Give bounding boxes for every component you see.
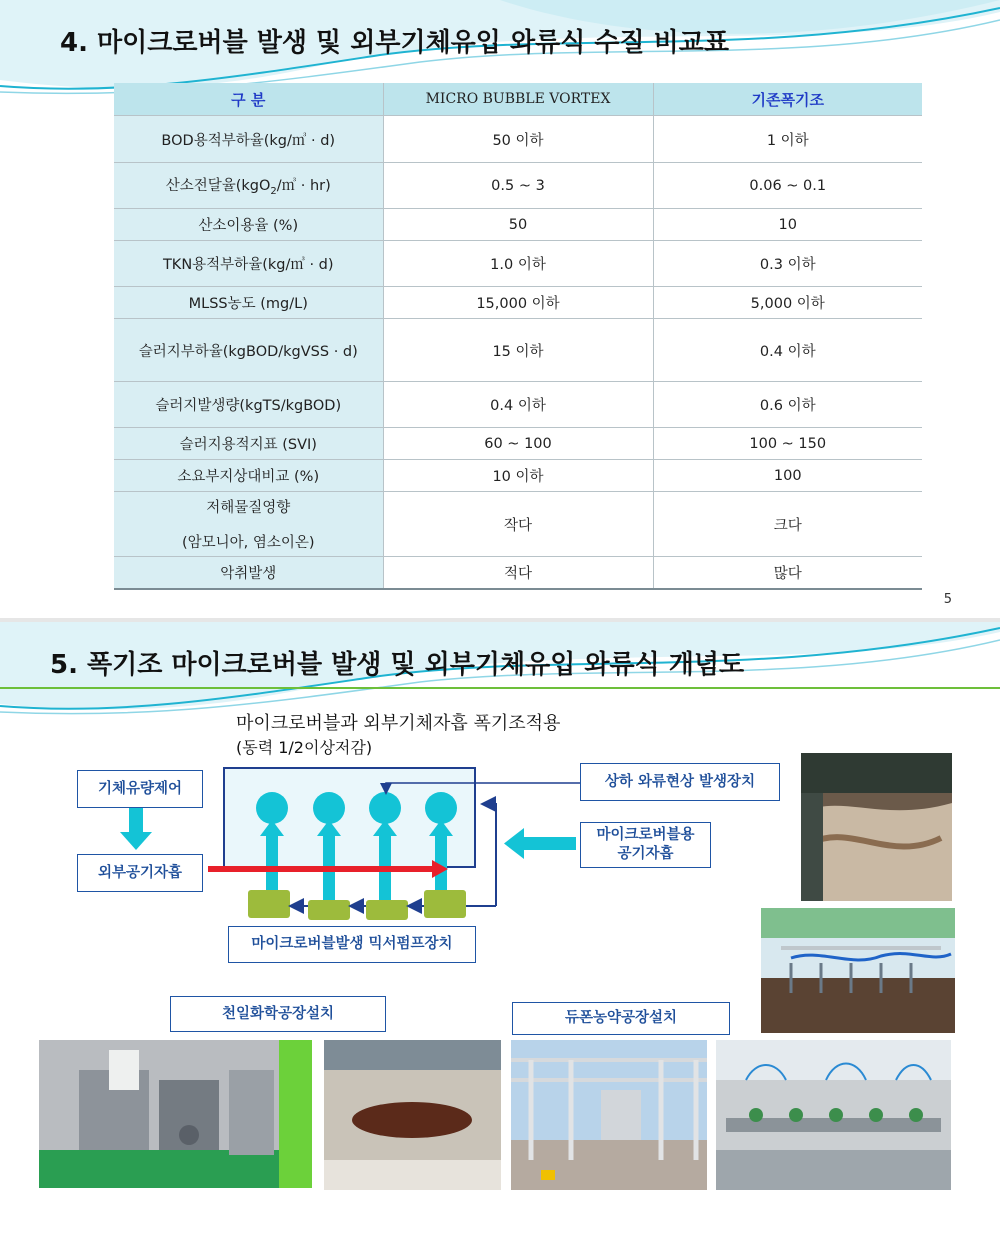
- row-item: 슬러지용적지표 (SVI): [114, 428, 383, 460]
- row-micro-value: 15,000 이하: [383, 287, 653, 319]
- bubble: [369, 792, 401, 824]
- row-existing-value: 100: [653, 460, 922, 492]
- diagram-subtitle: (동력 1/2이상저감): [236, 738, 373, 757]
- row-existing-value: 5,000 이하: [653, 287, 922, 319]
- row-micro-value: 50: [383, 209, 653, 241]
- row-existing-value: 1 이하: [653, 116, 922, 163]
- site-caption-chunil: 천일화학공장설치: [170, 996, 386, 1032]
- row-existing-value: 0.06 ~ 0.1: [653, 163, 922, 209]
- row-item: 산소이용율 (%): [114, 209, 383, 241]
- bubble: [425, 792, 457, 824]
- table-row: [114, 116, 922, 163]
- row-item-subscript: 2: [270, 185, 277, 197]
- diagram-title: 마이크로버블과 외부기체자흡 폭기조적용: [236, 713, 561, 734]
- table-header-row: [114, 83, 922, 116]
- row-item: [114, 492, 383, 557]
- header-existing-aeration: 기존폭기조: [653, 83, 922, 116]
- row-micro-value: 0.5 ~ 3: [383, 163, 653, 209]
- comparison-table: [114, 83, 922, 590]
- recirculation-line: [484, 804, 496, 906]
- table-row: [114, 209, 922, 241]
- slide-concept-diagram: [0, 622, 1000, 1240]
- row-item: MLSS농도 (mg/L): [114, 287, 383, 319]
- row-item: 소요부지상대비교 (%): [114, 460, 383, 492]
- row-micro-value: 60 ~ 100: [383, 428, 653, 460]
- row-micro-value: 적다: [383, 557, 653, 589]
- table-row: [114, 492, 922, 557]
- row-item: [114, 163, 383, 209]
- row-existing-value: 100 ~ 150: [653, 428, 922, 460]
- mixer-pump: [424, 890, 466, 918]
- header-category: 구 분: [114, 83, 383, 116]
- vortex-device-box: 상하 와류현상 발생장치: [580, 763, 780, 801]
- table-row: [114, 557, 922, 589]
- mixer-pump: [366, 900, 408, 920]
- row-micro-value: 1.0 이하: [383, 241, 653, 287]
- arrow-down-icon: [120, 808, 152, 850]
- row-item: 슬러지발생량(kgTS/kgBOD): [114, 382, 383, 428]
- table-row: [114, 241, 922, 287]
- photo-dupont-valves: [716, 1040, 951, 1190]
- row-micro-value: 작다: [383, 492, 653, 557]
- row-existing-value: 많다: [653, 557, 922, 589]
- table-row: [114, 287, 922, 319]
- bubble: [256, 792, 288, 824]
- bubble: [313, 792, 345, 824]
- row-existing-value: 0.6 이하: [653, 382, 922, 428]
- table-row: [114, 319, 922, 382]
- micro-bubble-air-line1: 마이크로버블용: [596, 827, 695, 843]
- photo-dupont-structure: [511, 1040, 707, 1190]
- table-row: [114, 428, 922, 460]
- table-row: [114, 163, 922, 209]
- page-title: 4. 마이크로버블 발생 및 외부기체유입 와류식 수질 비교표: [60, 28, 729, 58]
- table-row: [114, 460, 922, 492]
- arrow-left-icon: [504, 828, 576, 859]
- row-item: TKN용적부하율(kg/㎥ · d): [114, 241, 383, 287]
- row-micro-value: 10 이하: [383, 460, 653, 492]
- row-micro-value: 15 이하: [383, 319, 653, 382]
- mixer-pump: [308, 900, 350, 920]
- micro-bubble-air-box: [580, 822, 711, 868]
- row-item-main: 산소전달율(kgO: [165, 178, 271, 195]
- row-item-tail: /㎥ · hr): [276, 178, 331, 195]
- page-title: 5. 폭기조 마이크로버블 발생 및 외부기체유입 와류식 개념도: [50, 650, 745, 680]
- photo-aeration-tank-foam: [801, 753, 952, 901]
- photo-pipework-tank: [761, 908, 955, 1033]
- page-number: 5: [943, 592, 952, 607]
- slide-comparison-table: [0, 0, 1000, 618]
- row-micro-value: 50 이하: [383, 116, 653, 163]
- row-item-line1: 저해물질영향: [206, 500, 291, 516]
- row-existing-value: 0.4 이하: [653, 319, 922, 382]
- table-row: [114, 382, 922, 428]
- row-micro-value: 0.4 이하: [383, 382, 653, 428]
- micro-bubble-air-line2: 공기자흡: [617, 846, 674, 862]
- row-item: BOD용적부하율(kg/㎥ · d): [114, 116, 383, 163]
- external-air-suction-box: 외부공기자흡: [77, 854, 203, 892]
- photo-chunil-tank: [324, 1040, 501, 1190]
- gas-flow-control-box: 기체유량제어: [77, 770, 203, 808]
- row-existing-value: 10: [653, 209, 922, 241]
- mixer-pump-box: 마이크로버블발생 믹서펌프장치: [228, 926, 476, 963]
- header-micro-bubble-vortex: MICRO BUBBLE VORTEX: [383, 83, 653, 116]
- row-item: 악취발생: [114, 557, 383, 589]
- photo-chunil-pump-room: [39, 1040, 312, 1188]
- row-existing-value: 0.3 이하: [653, 241, 922, 287]
- row-item: 슬러지부하율(kgBOD/kgVSS · d): [114, 319, 383, 382]
- mixer-pump: [248, 890, 290, 918]
- row-item-line2: (암모니아, 염소이온): [181, 535, 315, 551]
- row-existing-value: 크다: [653, 492, 922, 557]
- site-caption-dupont: 듀폰농약공장설치: [512, 1002, 730, 1035]
